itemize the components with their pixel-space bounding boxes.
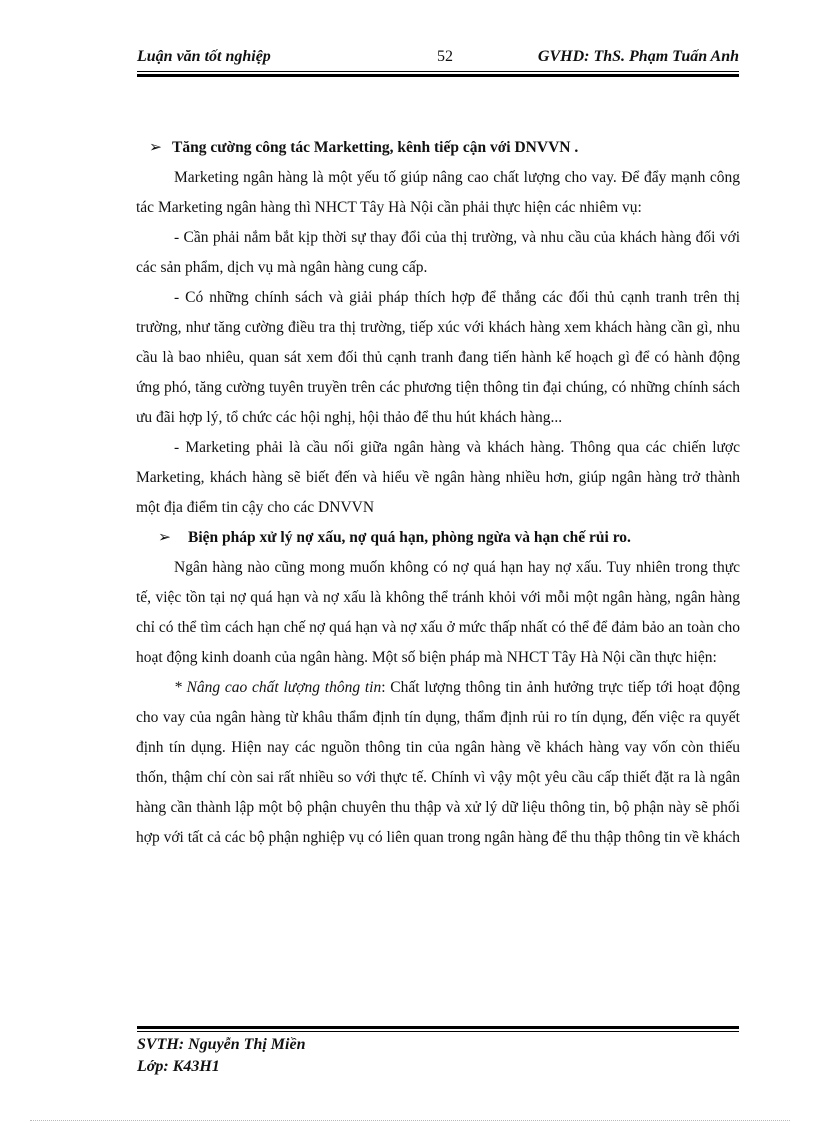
thesis-title: Luận văn tốt nghiệp <box>137 48 271 65</box>
header-rule-thin <box>137 71 739 72</box>
page-bottom-dotted-line <box>30 1120 790 1121</box>
paragraph: - Có những chính sách và giải pháp thích hợp để thắng các đối thủ cạnh tranh trên thị trường, như tăng cường điều tra thị trường, tiếp xúc với khách hàng xem khách hàng cần gì, nhu cầu là bao nhiêu, quan sát xem đối thủ cạnh tranh đang tiến hành kế hoạch gì để có hành động ứng phó, tăng cường tuyên truyền trên các phương tiện thông tin đại chúng, có những chính sách ưu đãi hợp lý, tổ chức các hội nghị, hội thảo để thu hút khách hàng... <box>136 289 740 426</box>
section-heading-text: Tăng cường công tác Marketting, kênh tiếp cận với DNVVN . <box>172 139 579 156</box>
section-heading-text: Biện pháp xử lý nợ xấu, nợ quá hạn, phòng ngừa và hạn chế rủi ro. <box>188 529 631 546</box>
paragraph: Marketing ngân hàng là một yếu tố giúp nâng cao chất lượng cho vay. Để đẩy mạnh công tác Marketing ngân hàng thì NHCT Tây Hà Nội cần phải thực hiện các nhiêm vụ: <box>136 169 740 216</box>
page-number: 52 <box>437 48 453 65</box>
paragraph-info-quality <box>136 673 740 853</box>
paragraph-body: : Chất lượng thông tin ảnh hưởng trực tiếp tới hoạt động cho vay của ngân hàng từ khâu thẩm định tín dụng, thẩm định rủi ro tín dụng, đến việc ra quyết định tín dụng. Hiện nay các nguồn thông tin của ngân hàng về khách hàng vay vốn còn thiếu thốn, thậm chí còn sai rất nhiều so với thực tế. Chính vì vậy một yêu cầu cấp thiết đặt ra là ngân hàng cần thành lập một bộ phận chuyên thu thập và xử lý dữ liệu thông tin, bộ phận này sẽ phối hợp với tất cả các bộ phận nghiệp vụ có liên quan trong ngân hàng để thu thập thông tin về khách <box>136 679 740 846</box>
section-heading-bad-debt <box>136 523 740 553</box>
arrow-bullet-icon: ➢ <box>149 139 162 156</box>
student-name: SVTH: Nguyễn Thị Miền <box>137 1036 306 1053</box>
paragraph-lead: * Nâng cao chất lượng thông tin <box>174 679 382 696</box>
page-header <box>137 48 739 70</box>
paragraph: - Marketing phải là cầu nối giữa ngân hàng và khách hàng. Thông qua các chiến lược Marketing, khách hàng sẽ biết đến và hiểu về ngân hàng nhiều hơn, giúp ngân hàng trở thành một địa điểm tin cậy cho các DNVVN <box>136 439 740 516</box>
section-heading-marketing <box>136 133 740 163</box>
page-footer <box>137 1034 305 1078</box>
advisor-name: GVHD: ThS. Phạm Tuấn Anh <box>537 48 739 65</box>
paragraph: - Cần phải nắm bắt kịp thời sự thay đổi của thị trường, và nhu cầu của khách hàng đối với các sản phẩm, dịch vụ mà ngân hàng cung cấp. <box>136 229 740 276</box>
header-rule-thick <box>137 74 739 77</box>
footer-rule-thick <box>137 1026 739 1029</box>
footer-rule-thin <box>137 1031 739 1032</box>
arrow-bullet-icon: ➢ <box>158 529 171 546</box>
paragraph: Ngân hàng nào cũng mong muốn không có nợ quá hạn hay nợ xấu. Tuy nhiên trong thực tế, việc tồn tại nợ quá hạn và nợ xấu là không thể tránh khỏi với mỗi một ngân hàng, ngân hàng chỉ có thể tìm cách hạn chế nợ quá hạn và nợ xấu ở mức thấp nhất có thể để đảm bảo an toàn cho hoạt động kinh doanh của ngân hàng. Một số biện pháp mà NHCT Tây Hà Nội cần thực hiện: <box>136 559 740 666</box>
page-body <box>136 133 740 853</box>
class-name: Lớp: K43H1 <box>137 1058 220 1075</box>
